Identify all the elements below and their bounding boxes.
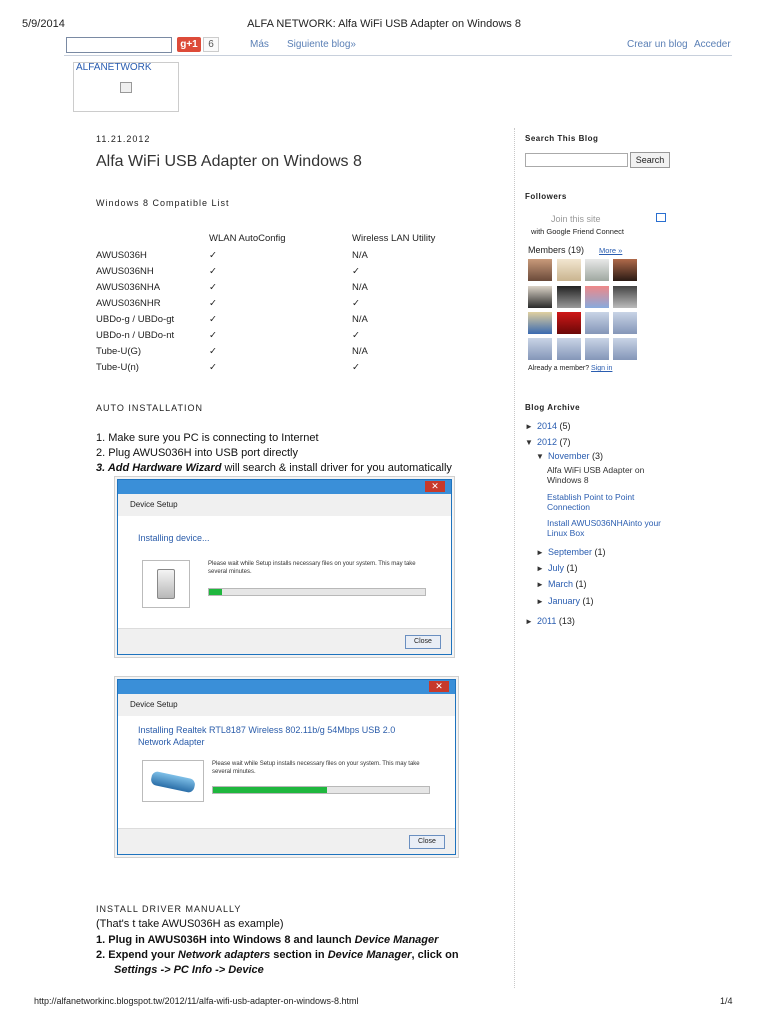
archive-count: (13) bbox=[558, 616, 575, 626]
table-row bbox=[96, 298, 496, 314]
window-body bbox=[118, 716, 455, 828]
check-icon: ✓ bbox=[209, 362, 217, 373]
members-more-link[interactable]: More » bbox=[599, 246, 623, 255]
archive-count: (5) bbox=[559, 421, 571, 431]
broken-image-icon bbox=[120, 82, 132, 93]
check-icon: ✓ bbox=[209, 282, 217, 293]
expand-arrow-icon[interactable]: ► bbox=[536, 580, 544, 589]
avatar[interactable] bbox=[528, 286, 552, 308]
post-title: Alfa WiFi USB Adapter on Windows 8 bbox=[96, 153, 362, 170]
followers-heading: Followers bbox=[525, 192, 567, 201]
navbar-more-link[interactable]: Más bbox=[250, 39, 269, 50]
manual-install-heading: INSTALL DRIVER MANUALLY bbox=[96, 904, 242, 914]
step-3 bbox=[96, 461, 452, 476]
table-header: WLAN AutoConfig bbox=[209, 233, 286, 244]
popout-icon[interactable] bbox=[656, 213, 666, 222]
archive-label[interactable]: July bbox=[548, 563, 565, 573]
navbar-sign-in-link[interactable]: Acceder bbox=[694, 39, 731, 50]
print-page-number: 1/4 bbox=[720, 996, 733, 1006]
avatar[interactable] bbox=[528, 338, 552, 360]
avatar[interactable] bbox=[585, 286, 609, 308]
expand-arrow-icon[interactable]: ► bbox=[536, 548, 544, 557]
window-body bbox=[118, 516, 451, 628]
step-3-number: 3. bbox=[96, 462, 108, 474]
table-cell: N/A bbox=[352, 250, 368, 261]
archive-month-march[interactable] bbox=[536, 579, 587, 589]
screenshot-installing-device bbox=[114, 476, 455, 658]
table-row bbox=[96, 266, 496, 282]
progress-fill bbox=[213, 787, 327, 793]
members-count: Members (19) bbox=[528, 245, 585, 255]
archive-month-november[interactable] bbox=[536, 451, 603, 461]
archive-label[interactable]: March bbox=[548, 579, 574, 589]
manual-step-2-emphasis: Device Manager bbox=[327, 949, 412, 961]
window-footer bbox=[118, 628, 451, 654]
archive-count: (3) bbox=[592, 451, 604, 461]
avatar[interactable] bbox=[613, 286, 637, 308]
check-icon: ✓ bbox=[352, 266, 360, 277]
avatar[interactable] bbox=[557, 312, 581, 334]
table-header-row bbox=[96, 233, 496, 249]
step-3-text: will search & install driver for you automatically bbox=[221, 462, 452, 474]
close-icon: ✕ bbox=[429, 681, 449, 692]
collapse-arrow-icon[interactable]: ▼ bbox=[536, 452, 544, 461]
navbar-create-blog-link[interactable]: Crear un blog bbox=[627, 39, 688, 50]
device-icon bbox=[142, 560, 190, 608]
avatar[interactable] bbox=[613, 259, 637, 281]
post-date: 11.21.2012 bbox=[96, 134, 151, 144]
table-header: Wireless LAN Utility bbox=[352, 233, 436, 244]
expand-arrow-icon[interactable]: ► bbox=[536, 597, 544, 606]
check-icon: ✓ bbox=[352, 362, 360, 373]
avatar[interactable] bbox=[585, 259, 609, 281]
archive-label[interactable]: January bbox=[548, 596, 581, 606]
already-member-label: Already a member? bbox=[528, 365, 592, 372]
window-footer bbox=[118, 828, 455, 854]
device-setup-window bbox=[117, 479, 452, 655]
table-cell: N/A bbox=[352, 282, 368, 293]
auto-install-steps bbox=[96, 431, 452, 476]
navbar-search-input[interactable] bbox=[66, 37, 172, 53]
archive-label[interactable]: 2014 bbox=[537, 421, 558, 431]
archive-count: (1) bbox=[575, 579, 587, 589]
table-row bbox=[96, 314, 496, 330]
blog-archive-heading: Blog Archive bbox=[525, 403, 581, 412]
avatar[interactable] bbox=[613, 338, 637, 360]
compat-heading: Windows 8 Compatible List bbox=[96, 198, 230, 208]
table-cell: N/A bbox=[352, 346, 368, 357]
archive-month-july[interactable] bbox=[536, 563, 578, 573]
table-cell: UBDo-g / UBDo-gt bbox=[96, 314, 175, 325]
table-cell: Tube-U(n) bbox=[96, 362, 139, 373]
table-cell: AWUS036H bbox=[96, 250, 147, 261]
table-row bbox=[96, 330, 496, 346]
archive-label[interactable]: November bbox=[548, 451, 590, 461]
auto-install-heading: AUTO INSTALLATION bbox=[96, 403, 204, 413]
check-icon: ✓ bbox=[209, 346, 217, 357]
check-icon: ✓ bbox=[352, 298, 360, 309]
archive-label[interactable]: 2011 bbox=[537, 616, 557, 626]
expand-arrow-icon[interactable]: ► bbox=[525, 617, 533, 626]
archive-count: (1) bbox=[594, 547, 606, 557]
step-1: 1. Make sure you PC is connecting to Internet bbox=[96, 432, 319, 444]
archive-count: (1) bbox=[582, 596, 594, 606]
manual-step-2-text: 2. Expend your bbox=[96, 949, 178, 961]
avatar[interactable] bbox=[528, 259, 552, 281]
progress-bar bbox=[208, 588, 426, 596]
avatar[interactable] bbox=[613, 312, 637, 334]
followers-sign-in-link[interactable]: Sign in bbox=[591, 365, 613, 372]
archive-post-current[interactable]: Alfa WiFi USB Adapter on Windows 8 bbox=[547, 465, 645, 485]
check-icon: ✓ bbox=[209, 314, 217, 325]
progress-bar bbox=[212, 786, 430, 794]
manual-step-1-emphasis: Device Manager bbox=[354, 934, 439, 946]
table-cell: AWUS036NH bbox=[96, 266, 154, 277]
archive-label[interactable]: September bbox=[548, 547, 593, 557]
navbar-next-blog-link[interactable]: Siguiente blog» bbox=[287, 39, 356, 50]
check-icon: ✓ bbox=[209, 330, 217, 341]
usb-adapter-icon bbox=[142, 760, 204, 802]
manual-step-3-emphasis: Settings -> PC Info -> Device bbox=[114, 964, 264, 976]
close-icon: ✕ bbox=[425, 481, 445, 492]
print-title: ALFA NETWORK: Alfa WiFi USB Adapter on Windows 8 bbox=[247, 18, 521, 30]
window-title: Device Setup bbox=[118, 494, 451, 516]
avatar[interactable] bbox=[557, 286, 581, 308]
manual-step-1 bbox=[96, 933, 459, 948]
blog-logo-link[interactable]: ALFANETWORK bbox=[76, 62, 152, 73]
archive-month-january[interactable] bbox=[536, 596, 594, 606]
avatar[interactable] bbox=[585, 338, 609, 360]
screenshot-installing-realtek bbox=[114, 676, 459, 858]
print-url: http://alfanetworkinc.blogspot.tw/2012/11/alfa-wifi-usb-adapter-on-windows-8.html bbox=[34, 996, 359, 1006]
expand-arrow-icon[interactable]: ► bbox=[525, 422, 533, 431]
table-cell: AWUS036NHA bbox=[96, 282, 161, 293]
archive-year-2014[interactable] bbox=[525, 421, 571, 431]
table-row bbox=[96, 250, 496, 266]
archive-month-september[interactable] bbox=[536, 547, 606, 557]
table-cell: AWUS036NHR bbox=[96, 298, 161, 309]
archive-post-link[interactable]: Establish Point to Point Connection bbox=[547, 492, 635, 512]
manual-step-2-text: section in bbox=[270, 949, 328, 961]
google-friend-connect-text: with Google Friend Connect bbox=[531, 227, 624, 236]
manual-step-2-emphasis: Network adapters bbox=[177, 949, 271, 961]
close-button: Close bbox=[409, 835, 445, 849]
search-blog-heading: Search This Blog bbox=[525, 134, 599, 143]
archive-post-link[interactable]: Install AWUS036NHAinto your Linux Box bbox=[547, 518, 662, 538]
gplus-count: 6 bbox=[203, 37, 219, 52]
install-heading: Installing device... bbox=[138, 533, 210, 543]
print-date: 5/9/2014 bbox=[22, 18, 65, 30]
install-heading: Installing Realtek RTL8187 Wireless 802.11b/g 54Mbps USB 2.0 Network Adapter bbox=[138, 725, 396, 747]
step-3-emphasis: Add Hardware Wizard bbox=[107, 462, 222, 474]
close-button: Close bbox=[405, 635, 441, 649]
device-setup-window bbox=[117, 679, 456, 855]
blog-search-input[interactable] bbox=[525, 153, 628, 167]
already-member-text bbox=[528, 365, 612, 372]
archive-year-2012[interactable] bbox=[525, 437, 571, 447]
blog-search-button[interactable]: Search bbox=[630, 152, 670, 168]
manual-step-3 bbox=[96, 963, 459, 978]
expand-arrow-icon[interactable]: ► bbox=[536, 564, 544, 573]
check-icon: ✓ bbox=[209, 266, 217, 277]
manual-step-1-text: 1. Plug in AWUS036H into Windows 8 and launch bbox=[96, 934, 355, 946]
manual-step-2 bbox=[96, 948, 459, 963]
avatar[interactable] bbox=[557, 338, 581, 360]
table-row bbox=[96, 362, 496, 378]
archive-label[interactable]: 2012 bbox=[537, 437, 558, 447]
manual-install-note: (That's t take AWUS036H as example) bbox=[96, 918, 284, 930]
manual-step-2-text: , click on bbox=[411, 949, 459, 961]
table-cell: N/A bbox=[352, 314, 368, 325]
install-message: Please wait while Setup installs necessary files on your system. This may take several minutes. bbox=[208, 561, 416, 575]
archive-year-2011[interactable] bbox=[525, 616, 575, 626]
sidebar-divider bbox=[514, 128, 515, 988]
avatar[interactable] bbox=[557, 259, 581, 281]
install-message: Please wait while Setup installs necessary files on your system. This may take several minutes. bbox=[212, 761, 420, 775]
check-icon: ✓ bbox=[209, 250, 217, 261]
archive-count: (1) bbox=[566, 563, 578, 573]
collapse-arrow-icon[interactable]: ▼ bbox=[525, 438, 533, 447]
progress-fill bbox=[209, 589, 222, 595]
check-icon: ✓ bbox=[352, 330, 360, 341]
table-row bbox=[96, 346, 496, 362]
table-cell: UBDo-n / UBDo-nt bbox=[96, 330, 175, 341]
avatar[interactable] bbox=[585, 312, 609, 334]
step-2: 2. Plug AWUS036H into USB port directly bbox=[96, 447, 298, 459]
archive-count: (7) bbox=[559, 437, 571, 447]
gplus-button[interactable]: g+1 bbox=[177, 37, 201, 52]
table-row bbox=[96, 282, 496, 298]
manual-install-steps bbox=[96, 933, 459, 978]
window-title: Device Setup bbox=[118, 694, 455, 716]
avatar[interactable] bbox=[528, 312, 552, 334]
table-cell: Tube-U(G) bbox=[96, 346, 142, 357]
check-icon: ✓ bbox=[209, 298, 217, 309]
join-site-link[interactable]: Join this site bbox=[551, 214, 601, 224]
